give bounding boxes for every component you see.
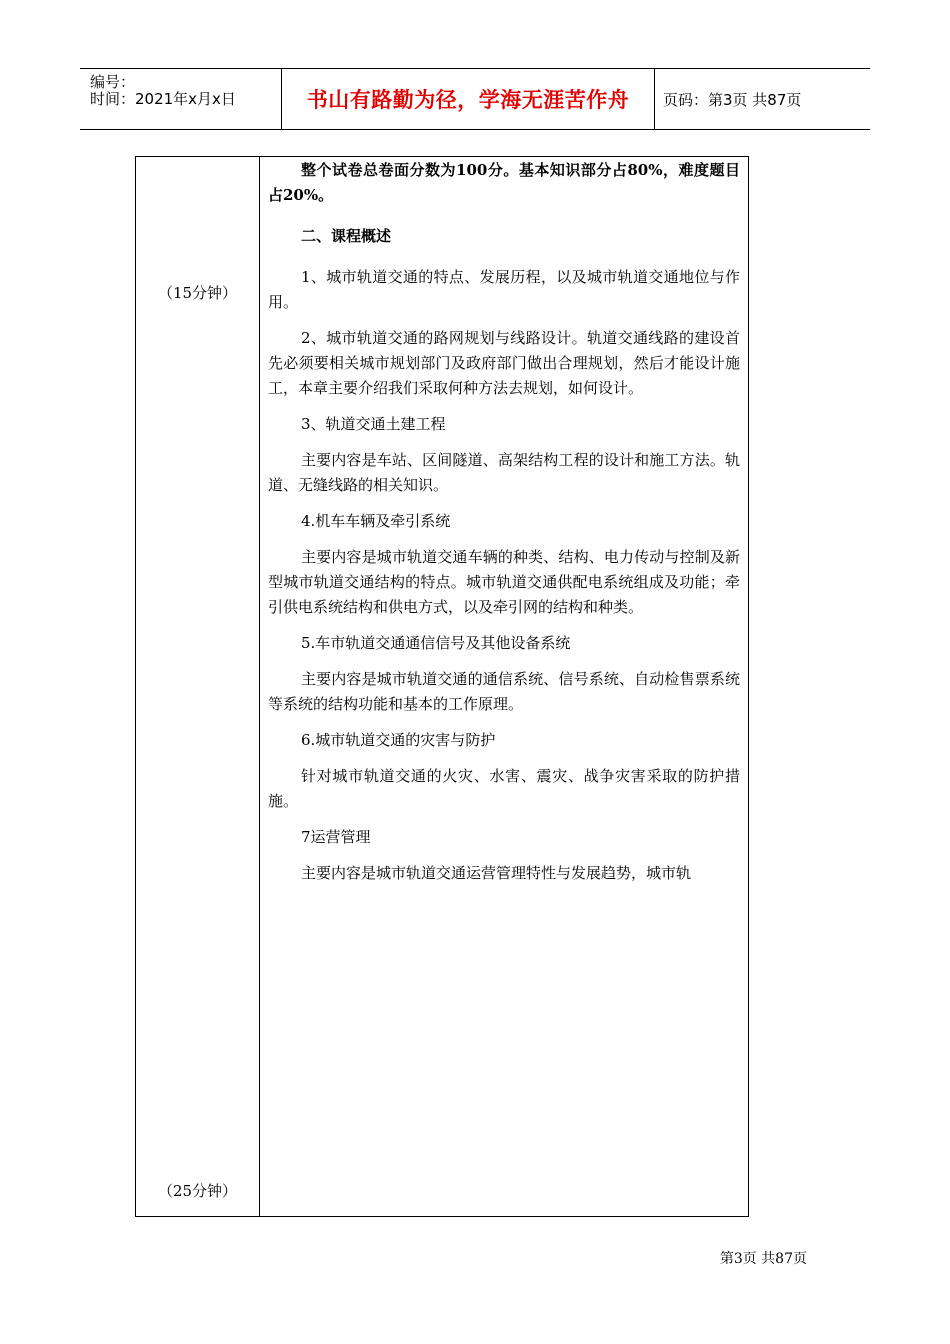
time-label-25: （25分钟） [157, 1182, 238, 1200]
time-column [136, 157, 260, 1216]
overview-item-4-title: 4.机车车辆及牵引系统 [301, 512, 451, 530]
code-label: 编号： [90, 73, 136, 91]
overview-item-4-body: 主要内容是城市轨道交通车辆的种类、结构、电力传动与控制及新型城市轨道交通结构的特点。城市轨道交通供配电系统组成及功能；牵引供电系统结构和供电方式，以及牵引网的结构和种类。 [268, 548, 740, 616]
overview-item-7-title: 7运营管理 [301, 828, 371, 846]
overview-item-6-body: 针对城市轨道交通的火灾、水害、震灾、战争灾害采取的防护措施。 [268, 767, 740, 810]
section-heading-course-overview: 二、课程概述 [301, 227, 392, 245]
overview-item-6-title: 6.城市轨道交通的灾害与防护 [301, 731, 496, 749]
date-text: 时间：2021年x月x日 [90, 90, 236, 108]
page-info-text: 页码：第3页 共87页 [663, 90, 802, 109]
overview-item-5-title: 5.车市轨道交通通信信号及其他设备系统 [301, 634, 571, 652]
content-column [260, 157, 748, 1216]
page-header [80, 68, 870, 130]
overview-item-2: 2、城市轨道交通的路网规划与线路设计。轨道交通线路的建设首先必须要相关城市规划部门及政府部门做出合理规划，然后才能设计施工，本章主要介绍我们采取何种方法去规划，如何设计。 [268, 329, 740, 397]
overview-item-7-body: 主要内容是城市轨道交通运营管理特性与发展趋势，城市轨 [301, 864, 692, 882]
page-footer: 第3页 共87页 [719, 1251, 807, 1267]
overview-item-5-body: 主要内容是城市轨道交通的通信系统、信号系统、自动检售票系统等系统的结构功能和基本的工作原理。 [268, 670, 740, 713]
overview-item-3-body: 主要内容是车站、区间隧道、高架结构工程的设计和施工方法。轨道、无缝线路的相关知识。 [268, 451, 740, 494]
time-label-15: （15分钟） [157, 284, 238, 302]
exam-score-paragraph: 整个试卷总卷面分数为100分。基本知识部分占80%，难度题目占20%。 [268, 161, 740, 204]
motto-banner: 书山有路勤为径，学海无涯苦作舟 [281, 69, 655, 129]
overview-item-1: 1、城市轨道交通的特点、发展历程，以及城市轨道交通地位与作用。 [268, 268, 740, 311]
overview-item-3-title: 3、轨道交通土建工程 [301, 415, 446, 433]
lesson-table [135, 156, 749, 1217]
header-page-info [663, 69, 869, 129]
header-meta [80, 69, 281, 129]
